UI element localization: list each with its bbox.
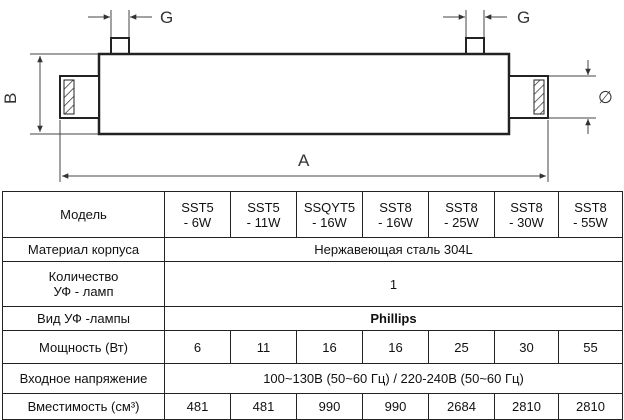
- model-cell: SST8 - 16W: [363, 192, 429, 238]
- table-row-material: [3, 238, 623, 262]
- dim-a-label: A: [298, 151, 310, 170]
- volume-cell: 481: [231, 394, 297, 420]
- power-cell: 6: [165, 331, 231, 364]
- volume-cell: 2810: [559, 394, 623, 420]
- inlet-port: [111, 38, 129, 54]
- dimension-g-right: [443, 8, 530, 38]
- power-label: Мощность (Вт): [3, 331, 165, 364]
- power-cell: 30: [495, 331, 559, 364]
- dimension-diameter: [549, 60, 613, 134]
- volume-cell: 481: [165, 394, 231, 420]
- model-cell: SST5 - 6W: [165, 192, 231, 238]
- power-cell: 25: [429, 331, 495, 364]
- power-cell: 16: [363, 331, 429, 364]
- power-cell: 16: [297, 331, 363, 364]
- table-row-volume: [3, 394, 623, 420]
- power-cell: 55: [559, 331, 623, 364]
- model-cell: SSQYT5 - 16W: [297, 192, 363, 238]
- model-cell: SST5 - 11W: [231, 192, 297, 238]
- dim-b-label: B: [1, 92, 20, 104]
- voltage-label: Входное напряжение: [3, 364, 165, 394]
- voltage-value: 100~130В (50~60 Гц) / 220-240В (50~60 Гц): [165, 364, 623, 394]
- volume-cell: 990: [363, 394, 429, 420]
- model-cell: SST8 - 55W: [559, 192, 623, 238]
- volume-cell: 2684: [429, 394, 495, 420]
- dim-g-left-label: G: [160, 8, 174, 27]
- specification-table: [2, 191, 623, 420]
- table-row-lamp-type: [3, 307, 623, 331]
- dim-g-right-label: G: [517, 8, 531, 27]
- table-row-model: [3, 192, 623, 238]
- table-row-voltage: [3, 364, 623, 394]
- table-row-lamp-count: [3, 262, 623, 307]
- model-cell: SST8 - 25W: [429, 192, 495, 238]
- lamp-count-value: 1: [165, 262, 623, 307]
- uv-sterilizer-technical-drawing: [0, 0, 624, 190]
- table-row-power: [3, 331, 623, 364]
- volume-label: Вместимость (см³): [3, 394, 165, 420]
- volume-cell: 2810: [495, 394, 559, 420]
- dimension-g-left: [88, 8, 173, 38]
- right-thread-hatch: [534, 80, 544, 114]
- material-label: Материал корпуса: [3, 238, 165, 262]
- dim-diameter-label: ∅: [598, 88, 613, 107]
- outlet-port: [466, 38, 484, 54]
- sterilizer-body: [99, 54, 509, 134]
- material-value: Нержавеющая сталь 304L: [165, 238, 623, 262]
- lamp-type-label: Вид УФ -лампы: [3, 307, 165, 331]
- power-cell: 11: [231, 331, 297, 364]
- model-label: Модель: [3, 192, 165, 238]
- model-cell: SST8 - 30W: [495, 192, 559, 238]
- volume-cell: 990: [297, 394, 363, 420]
- lamp-count-label: Количество УФ - ламп: [3, 262, 165, 307]
- left-thread-hatch: [64, 80, 74, 114]
- lamp-type-value: Phillips: [165, 307, 623, 331]
